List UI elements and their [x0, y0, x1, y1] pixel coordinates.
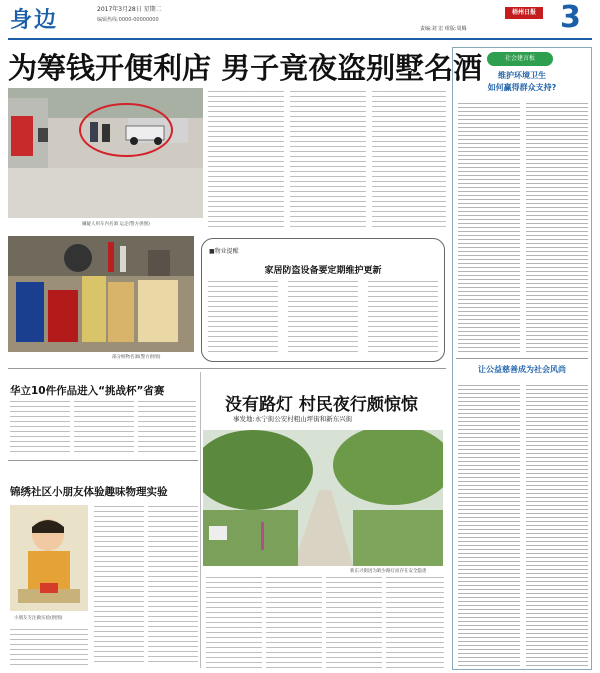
sidebar-article2-col1 — [458, 384, 520, 666]
section-title: 身边 — [10, 8, 59, 33]
wine-bottles-photo — [8, 236, 194, 352]
community-body-col1 — [94, 505, 144, 665]
editors-credit: 责编:刘 宏 组版:周腾 — [420, 26, 467, 32]
photo2-caption: 部分赃物名酒(警方供图) — [112, 355, 161, 360]
box-body-col3 — [368, 280, 438, 354]
competition-body-col2 — [74, 400, 134, 452]
streetlight-body-col4 — [386, 576, 444, 668]
sidebar-article1-title-line1: 维护环境卫生 — [498, 71, 546, 80]
column-rule — [200, 372, 201, 668]
sidebar-article1-title-line2: 如何赢得群众支持? — [487, 83, 557, 92]
sidebar-article2-title: 让公益慈善成为社会风尚 — [478, 365, 566, 374]
sidebar-article1-col2 — [526, 102, 588, 352]
sidebar-article2-col2 — [526, 384, 588, 666]
competition-body-col1 — [10, 400, 70, 452]
community-body-col2 — [148, 505, 198, 665]
child-experiment-photo — [10, 505, 88, 611]
community-body-bottom — [10, 628, 88, 666]
streetlight-subtitle: 事发地:永宁街公安村粗山坪街和新东兴街 — [233, 415, 353, 423]
village-road-photo — [203, 430, 443, 566]
box-title: 家居防盗设备要定期维护更新 — [264, 266, 382, 276]
main-story-body-col2 — [290, 90, 366, 228]
main-story-body-col1 — [208, 90, 284, 228]
page-number: 3 — [560, 0, 581, 35]
box-body-col2 — [288, 280, 358, 354]
street-scene-photo — [8, 88, 203, 218]
photo1-caption: 嫌疑人用车内名酒 运走(警方供图) — [82, 222, 150, 227]
box-label: ■物业提醒 — [209, 248, 239, 255]
competition-body-col3 — [138, 400, 196, 452]
sidebar-divider — [456, 358, 588, 359]
streetlight-body-col3 — [326, 576, 382, 668]
sidebar-tag: 社会建言板 — [487, 52, 553, 66]
box-body-col1 — [208, 280, 278, 354]
section-divider — [8, 368, 446, 369]
streetlight-body-col1 — [206, 576, 262, 668]
streetlight-title: 没有路灯 村民夜行颇惊惊 — [225, 395, 418, 415]
community-photo-caption: 小朋友专注做实验(供图) — [14, 616, 63, 621]
left-divider — [8, 460, 198, 461]
sidebar-article1-col1 — [458, 102, 520, 352]
header-rule — [8, 38, 592, 40]
main-story-body-col3 — [372, 90, 446, 228]
streetlight-photo-caption: 新东兴街因为缺少路灯而存在安全隐患 — [350, 569, 427, 574]
main-headline: 为筹钱开便利店 男子竟夜盗别墅名酒 — [8, 51, 483, 85]
competition-title: 华立10件作品进入“挑战杯”省赛 — [10, 385, 165, 397]
community-title: 锦绣社区小朋友体验趣味物理实验 — [10, 486, 168, 498]
editor-line: 编辑热线:0000-00000000 — [97, 17, 159, 23]
date-line: 2017年3月28日 星期二 — [97, 6, 162, 13]
newspaper-logo: 梧州日报 — [505, 7, 543, 19]
streetlight-body-col2 — [266, 576, 322, 668]
